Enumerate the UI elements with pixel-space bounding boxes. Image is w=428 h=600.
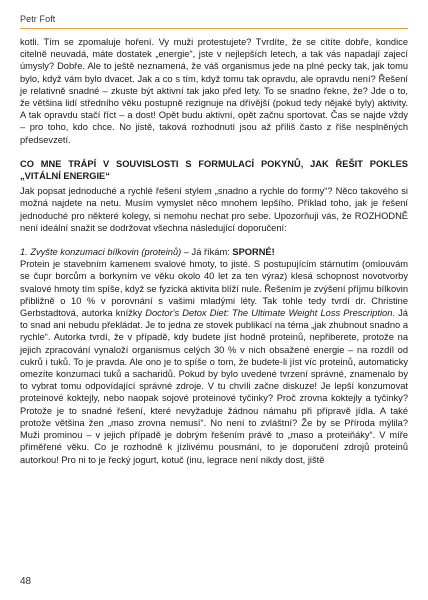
list-item-1 (20, 246, 408, 258)
list-item-1-separator: – Já říkám: (181, 247, 233, 258)
section-heading: CO MNE TRÁPÍ V SOUVISLOSTI S FORMULACÍ POKYNŮ, JAK ŘEŠIT POKLES „VITÁLNÍ ENERGIE“ (20, 158, 408, 182)
body-paragraph-2: Jak popsat jednoduché a rychlé řešení stylem „snadno a rychle do formy“? Něco takového si možná najdete na netu. Musím vymyslet něco mnohem lepšího. Příklad toho, jak je řešení jednoduché pro některé kolegy, si nemohu nechat pro sebe. Upozorňuji vás, že ROZHODNĚ není ideální snažit se dodržovat všechna následující doporučení: (20, 186, 408, 233)
book-title: Doctor's Detox Diet: The Ultimate Weight Loss Prescription (145, 308, 393, 319)
body-paragraph-3-start: Protein je stavebním kamenem svalové hmoty, to jisté. S postupujícím stárnutím (omlouvám se čupr borcům a borkyním ve věku okolo 40 let za ten výraz) klesá schopnost novotvorby svalové hmoty tím spíše, když se fyzická aktivita blíží nule. Řešením je zvýšení příjmu bílkovin přibližně o 10 % v porovnání s vašimi mladými léty. Tak tohle tedy tvrdí dr. Christine Gerbstadtová, autorka knížky (20, 259, 408, 319)
page-body (20, 36, 408, 466)
list-item-1-title: 1. Zvyšte konzumaci bílkovin (proteinů) (20, 247, 182, 258)
body-paragraph-3-end: . Já to snad ani nebudu překládat. Je to jedna ze stovek publikací na téma „jak zhubnout snadno a rychle“. Autorka tvrdí, že v případě, kdy budete jíst hodně proteinů, nepřiberete, protože na jejich zpracování vynaloží organismus celých 30 % v nich obsažené energie – na rozdíl od cukrů i tuků. To je pravda. Ale ono je to spíše o tom, že budete-li jíst víc proteinů, automaticky omezíte konzumaci tuků a sacharidů. Pokud by bylo uvedené tvrzení správné, znamenalo by to vybrat tomu odpovídající správné zdroje. V tu chvíli začne diskuze! Je lepší konzumovat proteinové koktejly, nebo naopak sojové proteinové tyčinky? Proč zrovna koktejly a tyčinky? Protože je to snadné řešení, které nevyžaduje žádnou námahu při přípravě jídla. A také protože většina žen „maso zrovna nemusí“. No není to zvláštní? Že by se Příroda mýlila? Muži prominou – v jejich případě je dobrým řešením právě to „maso a proteiňáky“. V míře přiměřené věku. Co je rozhodně k jízlivému pousmání, to je doporučení zdrojů proteinů autorkou! Pro ni to je řecký jogurt, kotuč (inu, legrace není nikdy dost, jiště (20, 308, 408, 465)
body-paragraph-3 (20, 258, 408, 465)
running-header-author: Petr Foft (20, 14, 56, 24)
header-divider (20, 28, 408, 29)
body-paragraph-1: kotli. Tím se zpomaluje hoření. Vy muži protestujete? Tvrdíte, že se cítíte dobře, kondice citelně neuvadá, máte dostatek „energie“, jste v nejlepších letech, a tak vás napadají zajecí úmysly? Dobře. Ale to ještě neznamená, že váš organismus jede na plné pecky tak, jak tomu bylo, když vám bylo dvacet. Jak a co s tím, když tomu tak opravdu, ale opravdu není? Řešení je relativně snadné – zkuste být aktivní tak jako před lety. To se snadno řekne, že? Jde o to, že většina lidí středního věku postupně rezignuje na dřívější (pokud tedy nějaké byly) aktivity. A tak opravdu stačí říct – a dost! Opět budu aktivní, opět začnu sportovat. Čas se najde vždy – pro toho, kdo chce. No jistě, taková rozhodnutí jsou až příliš často z říše nesplněných předsevzetí. (20, 37, 408, 145)
page-number: 48 (20, 576, 32, 587)
list-item-1-verdict: SPORNÉ! (232, 247, 275, 258)
